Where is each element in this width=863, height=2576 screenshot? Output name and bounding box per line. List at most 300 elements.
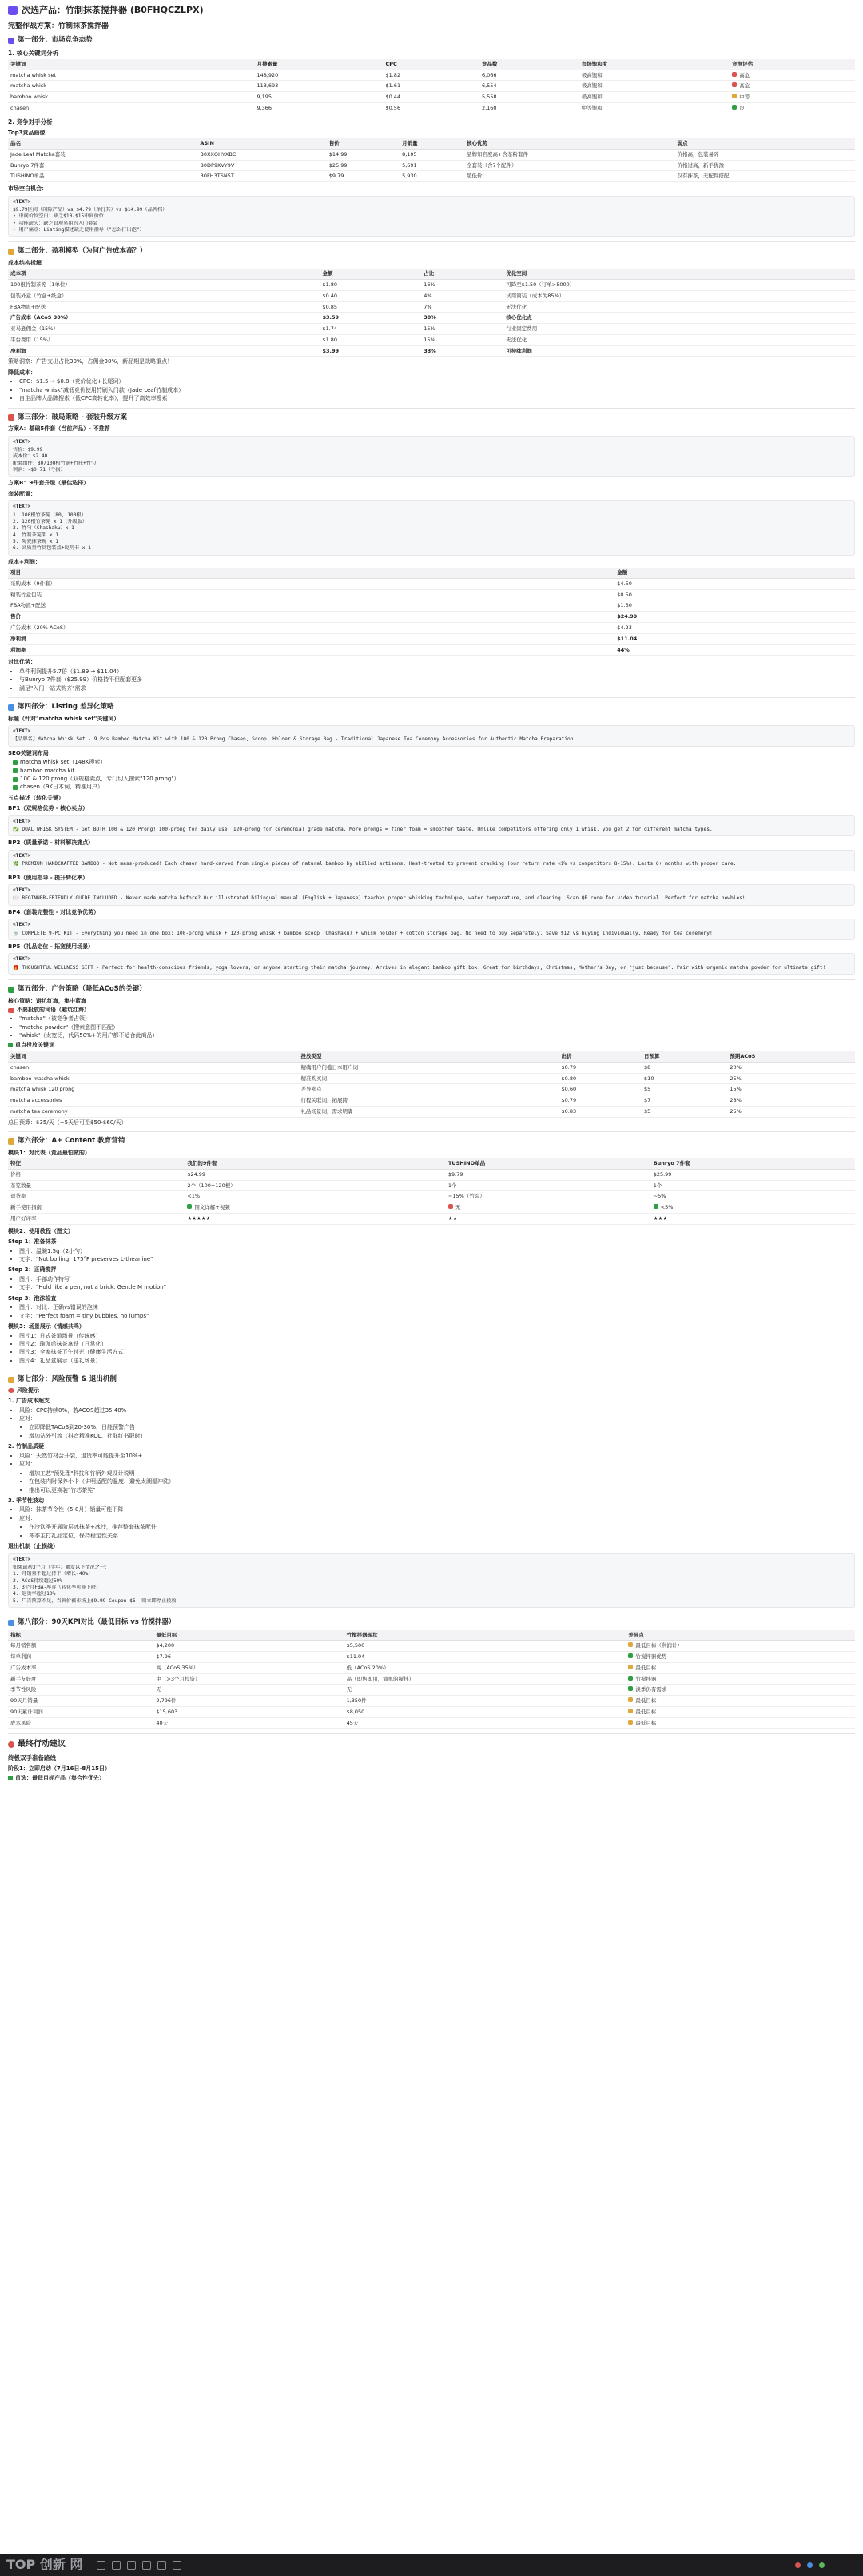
bp3-heading: BP3（使用指导 - 提升转化率）	[8, 874, 89, 881]
cell-text: $0.56	[385, 104, 401, 111]
check-label: bamboo matcha kit	[20, 767, 75, 774]
cell-text: 最低目标（利润计）	[635, 1642, 682, 1649]
table-cell	[559, 1095, 642, 1107]
table-cell	[674, 171, 855, 182]
table-cell	[344, 1717, 626, 1729]
table-cell	[642, 1095, 727, 1107]
cell-text: $0.79	[561, 1097, 577, 1104]
table-cell	[8, 1213, 185, 1224]
cell-text: $5	[644, 1086, 651, 1093]
table-cell	[254, 70, 383, 81]
column-header: 出价	[559, 1051, 642, 1062]
table-cell	[579, 102, 730, 114]
table-row	[8, 1652, 855, 1663]
cell-text: 无	[156, 1686, 161, 1693]
code-tag: <TEXT>	[13, 438, 31, 445]
cell-text: 品牌知名度高+含茶粉套件	[467, 150, 528, 158]
table-cell	[299, 1073, 559, 1084]
table-row	[8, 1641, 855, 1652]
cell-text: $4.23	[617, 624, 632, 631]
table-cell	[254, 102, 383, 114]
table-cell	[503, 290, 855, 301]
cell-text: 4%	[424, 292, 432, 299]
list-item: • 满足"入门一站式购齐"需求	[19, 685, 855, 692]
target-icon	[8, 414, 14, 421]
cell-text: 广告成本（ACoS 30%）	[10, 314, 71, 321]
cell-text: 中等	[739, 94, 750, 101]
section-7-title: 第七部分：风险预警 & 退出机制	[8, 1375, 855, 1384]
code-line: 1. 月销量不超过持平（增长-40%）	[13, 1571, 93, 1577]
ads-table	[8, 1051, 855, 1118]
table-row	[8, 290, 855, 301]
code-tag: <TEXT>	[13, 852, 31, 859]
column-header: 月销量	[400, 138, 464, 149]
cell-text: 价格	[10, 1170, 21, 1178]
edit-icon	[8, 704, 14, 711]
table-cell	[320, 290, 421, 301]
checkbox-icon	[13, 777, 18, 782]
table-cell	[197, 149, 326, 160]
table-row	[8, 345, 855, 357]
code-line: 1. 100根竹茶筅（80, 100根）	[13, 512, 86, 518]
cell-text: $0.79	[561, 1063, 577, 1071]
table-cell	[479, 92, 579, 103]
risk-1-sub	[8, 1424, 855, 1440]
cell-text: 最低目标	[635, 1708, 657, 1715]
seo-list	[8, 759, 855, 792]
table-cell	[727, 1062, 855, 1073]
cell-text: 图文详解+视频	[194, 1204, 230, 1211]
cell-text: $14.99	[328, 150, 348, 158]
table-cell	[8, 1652, 153, 1663]
table-cell	[8, 324, 320, 335]
cell-text: $7.96	[156, 1653, 171, 1661]
table-cell	[8, 160, 197, 171]
watermark: TOP 创新 网	[6, 2557, 83, 2573]
table-cell	[421, 313, 503, 324]
status-badge-icon	[732, 82, 737, 87]
cell-text: 可降至$1.50（订单>5000）	[506, 281, 575, 289]
table-cell	[479, 102, 579, 114]
code-line: • 中间价位空白：缺乏$10-$15中间价位	[13, 213, 104, 220]
table-row	[8, 1084, 855, 1095]
doc-header	[8, 3, 855, 18]
cell-text: 低（ACoS 20%）	[346, 1664, 389, 1671]
table-cell	[8, 1706, 153, 1717]
browser-icon[interactable]	[142, 2561, 151, 2570]
table-cell	[8, 1696, 153, 1707]
bp2-code	[8, 850, 855, 871]
table-cell	[153, 1652, 344, 1663]
code-line: 5. 陶瓷抹茶碗 x 1	[13, 539, 59, 545]
cell-text: 每单利润	[10, 1653, 31, 1661]
check-label: chasen（9K日本词，精准用户）	[20, 784, 104, 791]
cell-text: 采购成本（9件套）	[10, 580, 56, 587]
cell-text: $24.99	[617, 613, 638, 620]
table-row	[8, 589, 855, 600]
table-cell	[344, 1706, 626, 1717]
opportunity-code	[8, 196, 855, 237]
step-title: Step 3：泡沫检查	[8, 1294, 57, 1302]
code-line: 成本价：$2.40	[13, 453, 48, 460]
table-cell	[153, 1706, 344, 1717]
cell-text: ★★★★★	[187, 1214, 211, 1222]
table-row	[8, 92, 855, 103]
status-badge-icon	[187, 1204, 192, 1209]
check-label: matcha whisk set（148K搜索）	[20, 759, 106, 766]
code-line: 配套组件：80/100根竹刷+竹托+竹勺	[13, 460, 97, 466]
advice-list	[8, 378, 855, 402]
table-cell	[400, 171, 464, 182]
cell-text: 100根竹制茶筅（1单位）	[10, 281, 71, 289]
pos-sub: 重点投放关键词	[8, 1042, 855, 1049]
list-item: • "whisk"（太宽泛，代码50%+的用户都不适合此商品）	[19, 1032, 855, 1039]
table-cell	[153, 1673, 344, 1685]
list-item: • 与Bunryo 7件套（$25.99）价格持平但配套更多	[19, 676, 855, 684]
cell-text: 最低目标	[635, 1697, 657, 1705]
list-item: • 图片：温碗1.5g（2小勺）	[19, 1248, 855, 1255]
list-item: • 图片：手部动作特写	[19, 1276, 855, 1283]
cell-text: 20%	[730, 1063, 742, 1071]
cell-text: $8,050	[346, 1708, 365, 1715]
status-green-icon	[819, 2562, 825, 2568]
table-cell	[8, 1062, 299, 1073]
cell-text: $1.80	[322, 281, 338, 289]
list-item: • 文字："Perfect foam = tiny bubbles, no lumps"	[19, 1313, 855, 1320]
table-cell	[579, 70, 730, 81]
table-row	[8, 1062, 855, 1073]
status-badge-icon	[628, 1697, 633, 1702]
check-icon	[8, 1043, 13, 1047]
column-header: 预期ACoS	[727, 1051, 855, 1062]
table-cell	[299, 1095, 559, 1107]
code-line: 5. 广告预算不足，当售价被市场上$9.99 Coupon $5, 则立即停止投放	[13, 1597, 177, 1604]
cell-text: $0.60	[561, 1086, 577, 1093]
table-cell	[153, 1662, 344, 1673]
cell-text: $1.80	[322, 336, 338, 343]
table-cell	[626, 1685, 855, 1696]
cell-text: TUSHINO单品	[10, 173, 45, 180]
neg-sub: 不要投放的词语（避坑红海）	[8, 1007, 855, 1014]
code-tag: <TEXT>	[13, 887, 31, 894]
code-line: 售价：$9.99	[13, 446, 43, 453]
code-line: 3. 竹勺（Chashaku）x 1	[13, 525, 74, 532]
table-cell	[299, 1107, 559, 1118]
opportunity-heading: 市场空白机会：	[8, 185, 47, 193]
table-cell	[254, 92, 383, 103]
status-badge-icon	[628, 1676, 633, 1681]
cost-heading: 成本结构拆解	[8, 259, 42, 266]
settings-icon[interactable]	[173, 2561, 181, 2570]
folder-icon[interactable]	[127, 2561, 136, 2570]
terminal-icon[interactable]	[157, 2561, 166, 2570]
cell-text: 1个	[447, 1182, 457, 1189]
table-row	[8, 644, 855, 656]
code-tag: <TEXT>	[13, 956, 31, 963]
cell-text: 40天	[156, 1719, 169, 1726]
table-cell	[8, 1191, 185, 1202]
list-item: • 图片3：全家抹茶下午时光（健康生活方式）	[19, 1349, 855, 1356]
table-cell	[421, 334, 503, 345]
code-line: 🍵 COMPLETE 9-PC KIT - Everything you need in one box: 100-prong whisk + 120-prong whisk + bamboo scoop (Chashaku) + whisk holder + cotton storage bag. No need to buy separately. Save $12 vs buying individually. Ready for tea ceremony!	[13, 930, 713, 936]
table-row	[8, 160, 855, 171]
divider	[8, 241, 855, 242]
cell-text: ~15%（竹裂）	[447, 1193, 485, 1200]
column-header: 关键词	[8, 59, 254, 70]
cell-text: FBA物流+配送	[10, 303, 46, 310]
flag-icon	[8, 1741, 14, 1748]
cell-text: $10	[644, 1075, 654, 1082]
seo-heading: SEO关键词布局：	[8, 749, 54, 756]
list-item: • 单件利润提升5.7倍（$1.89 → $11.04）	[19, 668, 855, 676]
table-row	[8, 1073, 855, 1084]
plan-b-sub: 套装配置：	[8, 490, 36, 497]
profit-table	[8, 568, 855, 656]
table-cell	[446, 1191, 651, 1202]
table-cell	[8, 313, 320, 324]
stage-1-item: 首选：最低目标产品（集合性优先）	[8, 1775, 855, 1782]
table-cell	[197, 160, 326, 171]
code-line: 2. ACoS持续超过50%	[13, 1577, 63, 1584]
table-cell	[614, 623, 855, 634]
table-cell	[579, 81, 730, 92]
table-row	[8, 1191, 855, 1202]
table-cell	[559, 1084, 642, 1095]
cell-text: $0.50	[617, 591, 632, 598]
table-cell	[383, 92, 479, 103]
m1-heading: 模块1：对比表（竞品最怕做的）	[8, 1149, 90, 1156]
risk-3-sub	[8, 1524, 855, 1540]
m2-heading: 模块2：使用教程（图文）	[8, 1227, 74, 1234]
cell-text: 新手使用指南	[10, 1204, 42, 1211]
table-cell	[8, 1717, 153, 1729]
cell-text: 精装竹盒包装	[10, 591, 42, 598]
cell-text: 无	[455, 1204, 461, 1211]
table-row	[8, 1662, 855, 1673]
column-header: Bunryo 7件套	[651, 1158, 855, 1169]
table-cell	[8, 1641, 153, 1652]
cell-text: 113,693	[257, 82, 279, 90]
list-item: • "matcha"（被竞争者占领）	[19, 1015, 855, 1023]
table-cell	[446, 1169, 651, 1180]
cell-text: $15,603	[156, 1708, 178, 1715]
table-cell	[479, 70, 579, 81]
table-cell	[503, 334, 855, 345]
table-cell	[153, 1717, 344, 1729]
cell-text: 全套装（含7个配件）	[467, 161, 517, 169]
bp5-heading: BP5（礼品定位 - 拓宽使用场景）	[8, 943, 94, 950]
table-cell	[614, 612, 855, 623]
list-item: • 文字："Hold like a pen, not a brick. Gentle M motion"	[19, 1284, 855, 1291]
window-icon[interactable]	[97, 2561, 105, 2570]
cell-text: 90天月销量	[10, 1697, 38, 1705]
risk-2-sub	[8, 1470, 855, 1494]
cell-text: 净利润	[10, 635, 26, 642]
column-header: ASIN	[197, 138, 326, 149]
cell-text: 极高饱和	[581, 94, 603, 101]
list-item: • 图片2：瑜伽后抹茶拿铁（日常化）	[19, 1341, 855, 1348]
table-row	[8, 334, 855, 345]
table-cell	[446, 1213, 651, 1224]
column-header: 关键词	[8, 1051, 299, 1062]
list-item: • 在冷饮季开展阶层冰抹茶+冰沙，推荐整套抹茶配件	[29, 1524, 855, 1531]
neg-list	[8, 1015, 855, 1039]
table-cell	[642, 1062, 727, 1073]
table-cell	[327, 149, 400, 160]
checkbox-icon	[13, 768, 18, 773]
cell-text: 15%	[730, 1086, 742, 1093]
cell-text: 行业固定费用	[506, 325, 538, 333]
status-badge-icon	[654, 1204, 658, 1209]
table-cell	[383, 81, 479, 92]
cell-text: 15%	[424, 325, 435, 333]
cell-text: 精准购买词	[300, 1075, 328, 1082]
risk-1-list	[8, 1407, 855, 1423]
table-cell	[320, 313, 421, 324]
list-item: • 应对：	[19, 1461, 855, 1468]
list-item: • 推出可以更换装"竹芯茶筅"	[29, 1487, 855, 1494]
column-header: 弱点	[674, 138, 855, 149]
table-cell	[8, 171, 197, 182]
table-row	[8, 102, 855, 114]
step-title: Step 1：准备抹茶	[8, 1238, 57, 1246]
check-item	[13, 759, 855, 766]
neg-heading: 核心策略：避坑红海，集中蓝海	[8, 997, 86, 1004]
cell-text: $1.61	[385, 82, 401, 90]
cell-text: 用户好评率	[10, 1214, 37, 1222]
table-cell	[320, 301, 421, 313]
cell-text: 包装外盒（竹盒+纸盒）	[10, 292, 67, 299]
table-cell	[8, 1662, 153, 1673]
cell-text: matcha accessories	[10, 1097, 62, 1104]
table-cell	[383, 70, 479, 81]
search-icon[interactable]	[112, 2561, 121, 2570]
cell-text: 无	[346, 1686, 352, 1693]
cell-text: chasen	[10, 104, 30, 111]
divider	[8, 1733, 855, 1734]
cell-text: 试用简装（成本为85%）	[506, 292, 565, 299]
cell-text: $4,200	[156, 1642, 175, 1649]
list-item: • 自主品牌大品牌搜索（低CPC高转化率），提升了高效率搜索	[19, 395, 855, 402]
table-row	[8, 600, 855, 612]
code-line: 如果最初3个月（半年）触发以下情况之一：	[13, 1564, 110, 1570]
list-item: • 图片1：日式茶道场景（传统感）	[19, 1333, 855, 1340]
table-cell	[479, 81, 579, 92]
code-line: 4. 竹制茶筅架 x 1	[13, 532, 59, 538]
table-cell	[344, 1685, 626, 1696]
table-cell	[344, 1662, 626, 1673]
cell-text: B0FH3TSN5T	[200, 173, 234, 180]
table-cell	[8, 578, 614, 589]
cell-text: B0DP9KVY9V	[200, 161, 235, 169]
cell-text: matcha whisk set	[10, 71, 56, 78]
list-item: • 应对：	[19, 1515, 855, 1522]
table-cell	[8, 612, 614, 623]
column-header: 金额	[614, 568, 855, 578]
table-cell	[626, 1662, 855, 1673]
list-item: • "matcha powder"（搜索意图不匹配）	[19, 1024, 855, 1031]
cell-text: 30%	[424, 314, 436, 321]
table-cell	[8, 280, 320, 291]
check-label: 100 & 120 prong（双规格卖点，专门切入搜索"120 prong"）	[20, 775, 180, 782]
cell-text: 44%	[617, 646, 630, 653]
list-item: • 图片4：礼品盒展示（送礼场景）	[19, 1358, 855, 1365]
bp4-heading: BP4（套装完整性 - 对比竞争优势）	[8, 908, 100, 915]
status-badge-icon	[628, 1665, 633, 1669]
intro-title: 完整作战方案：竹制抹茶搅拌器	[8, 22, 109, 30]
table-cell	[674, 149, 855, 160]
column-header: 占比	[421, 269, 503, 279]
cell-text: $25.99	[653, 1170, 672, 1178]
cell-text: 最低目标	[635, 1719, 657, 1726]
table-cell	[730, 70, 855, 81]
cell-text: matcha tea ceremony	[10, 1108, 68, 1115]
table-cell	[8, 102, 254, 114]
cell-text: 竹搅拌器优势	[635, 1653, 667, 1661]
table-cell	[8, 1084, 299, 1095]
cell-text: 45天	[346, 1719, 359, 1726]
table-cell	[727, 1073, 855, 1084]
cell-text: $11.04	[617, 635, 638, 642]
table-cell	[421, 301, 503, 313]
risk-2: 2. 竹制品质疑	[8, 1443, 44, 1450]
table-cell	[153, 1696, 344, 1707]
list-item: • 冬季主打礼品定位，保持稳定性关系	[29, 1533, 855, 1540]
cell-text: $0.83	[561, 1108, 577, 1115]
cell-text: bamboo matcha whisk	[10, 1075, 70, 1082]
status-badge-icon	[628, 1720, 633, 1725]
code-line: 6. 高质量竹制包装盒+说明书 x 1	[13, 545, 91, 552]
table-cell	[446, 1180, 651, 1191]
cell-text: 2,796件	[156, 1697, 177, 1705]
chart-icon	[8, 38, 14, 44]
table-cell	[559, 1073, 642, 1084]
table-cell	[674, 160, 855, 171]
table-cell	[626, 1673, 855, 1685]
cell-text: 售价	[10, 613, 21, 620]
column-header: 项目	[8, 568, 614, 578]
cell-text: 33%	[424, 347, 436, 354]
bp5-code	[8, 953, 855, 975]
cell-text: chasen	[10, 1063, 30, 1071]
table-cell	[8, 1169, 185, 1180]
status-blue-icon	[807, 2562, 813, 2568]
table-row	[8, 149, 855, 160]
table-row	[8, 1685, 855, 1696]
cell-text: 2个（100+120根）	[187, 1182, 236, 1189]
table-cell	[579, 92, 730, 103]
cell-text: bamboo whisk	[10, 94, 48, 101]
cell-text: $11.04	[346, 1653, 365, 1661]
table-cell	[446, 1202, 651, 1214]
table-row	[8, 578, 855, 589]
table-row	[8, 633, 855, 644]
cell-text: 中等饱和	[581, 104, 603, 111]
section-3-title: 第三部分：破局策略 - 套装升级方案	[8, 413, 855, 422]
table-cell	[559, 1062, 642, 1073]
table-cell	[153, 1685, 344, 1696]
status-badge-icon	[628, 1686, 633, 1691]
cell-text: 148,920	[257, 71, 279, 78]
table-cell	[503, 280, 855, 291]
table-cell	[642, 1073, 727, 1084]
table-cell	[8, 1095, 299, 1107]
table-cell	[8, 92, 254, 103]
cell-text: 5,691	[402, 161, 417, 169]
column-header: 竞品数	[479, 59, 579, 70]
cell-text: 无法优化	[506, 303, 527, 310]
code-line: 3. 3个月FBA-库存（转化率可能下降）	[13, 1585, 101, 1591]
